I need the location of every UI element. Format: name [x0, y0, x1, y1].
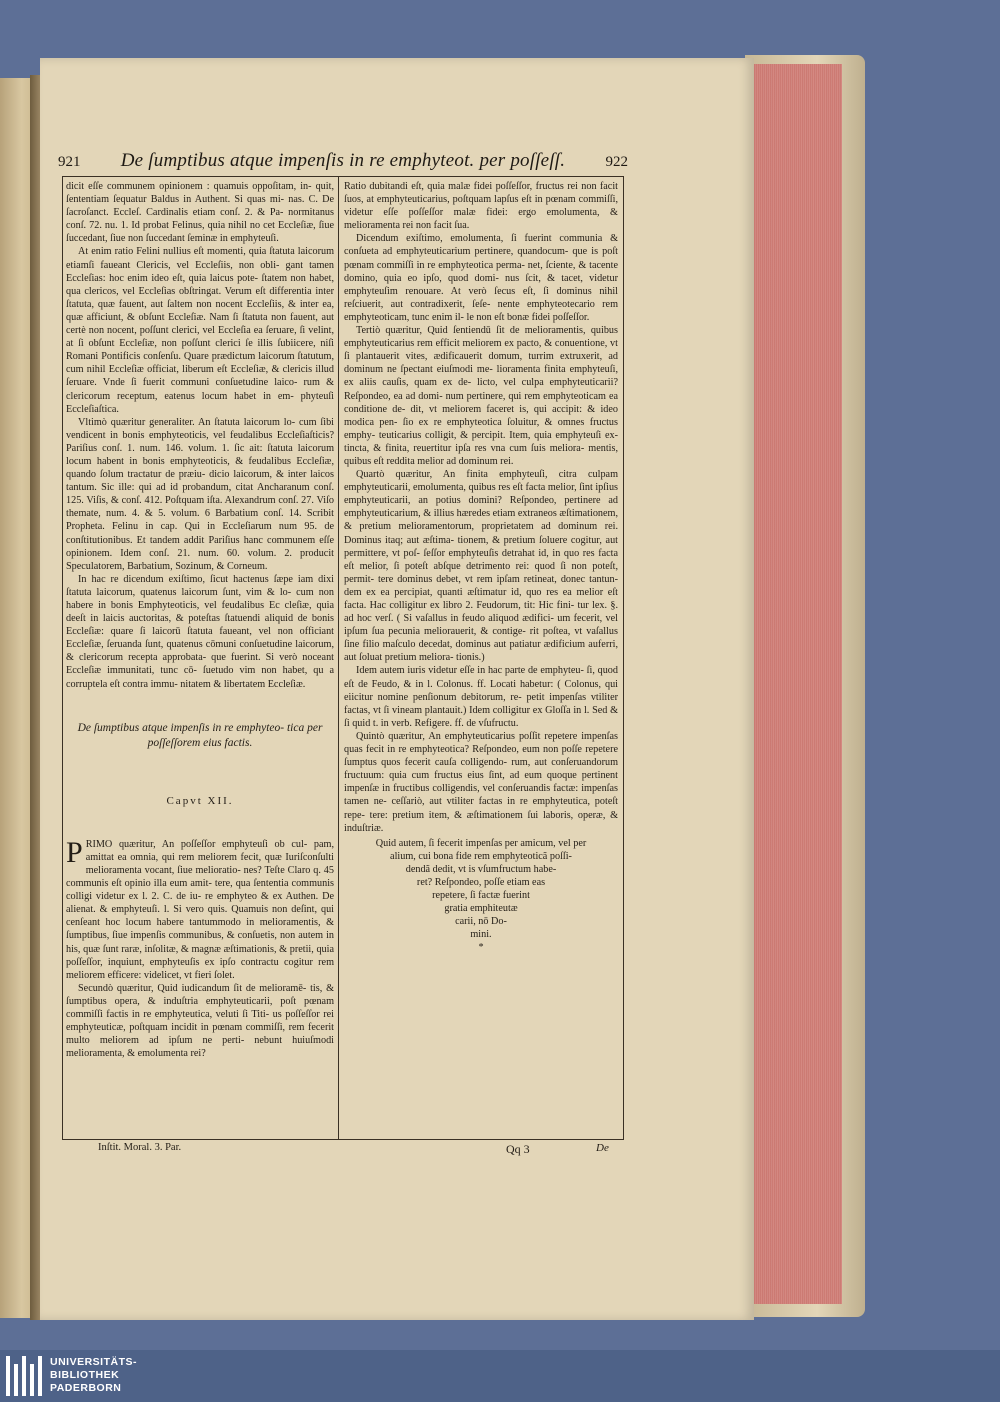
left-column: [66, 180, 334, 1136]
taper-line: repetere, ſi factæ fuerint: [432, 890, 530, 902]
paragraph-text: RIMO quæritur, An poſſeſſor emphyteuſi ob cul- pam, amittat ea omnia, qui rem meliorem fecit, quæ Iuriſconſulti melioramenta vocant, ſiue melioratio- nes? Teſte Claro q. 45 communis eſt opinio illa eum amit- tere, qua ſententia communis colligi videtur ex l. 2. C. de iu- re emphyteo & ex Authen. De alienat. & emphyteuſi. l. Si vero quis. Quamuis non deſint, qui cenſeant hoc locum habere tantummodo in melioramentis, & ſumptibus, ſiue impenſis communibus, & conſuetis, non autem in his, quæ ſunt raræ, inſolitæ, & magnæ æſtimationis, & pretii, quia poſſeſſor, inquiunt, emphyteuſis ex ipſo contractu cogitur rem meliorem efficere: videlicet, vt fieri ſolet.: [66, 838, 334, 981]
paragraph: dicit eſſe communem opinionem : quamuis oppoſitam, in- quit, ſententiam ſequatur Baldus in Authent. Si quas mi- nas. C. De ſacroſanct. Eccleſ. Cardinalis etiam conſ. 2. & Pa- normitanus conſ. 72. nu. 1. Id probat Felinus, quia nihil no cet Eccleſiæ, ſiue ſuccedant, ſiue non ſuccedant ſeminæ in emphyteuſi.: [66, 181, 334, 245]
paragraph: In hac re dicendum exiſtimo, ſicut hactenus ſæpe iam dixi ſtatuta laicorum, quatenus laicorum ſunt, vim & lo- cum non habere in bonis Emphyteoticis, vel feudalibus Ec cleſiæ, quia deeſt in laicis auctoritas, & poteſtas ſtatuendi aliquid de bonis Eccleſiæ: quare ſi laicorū ſtatuta faueant, vel non officiant Eccleſiæ, ſeruanda ſunt, quatenus cōmuni conſuetudine laicorum, & clericorum recepta approbata- que fuerint. Si verò noceant Eccleſiæ immunitati, tunc cō- ſuetudo vim non habet, qu a corruptela eſt contra immu- nitatem & libertatem Eccleſiæ.: [66, 573, 334, 690]
taper-line: ret? Reſpondeo, poſſe etiam eas: [416, 876, 546, 888]
paragraph: Ratio dubitandi eſt, quia malæ fidei poſſeſſor, fructus rei non facit ſuos, at emphyteuticarius, poſtquam lapſus eſt in pœnam commiſſi, videtur eſſe poſſeſſor malæ fidei: ergo emolumenta, & melioramenta rei non facit ſua.: [344, 181, 618, 232]
taper-line: dendã dedit, vt is vſumfructum habe-: [405, 863, 557, 875]
page-title: De ſumptibus atque impenſis in re emphyteot. per poſſeſſ.: [120, 150, 566, 171]
paragraph: Tertiò quæritur, Quid ſentiendū ſit de melioramentis, quibus emphyteuticarius rem efficit meliorem ex pacto, & conuentione, vt ſi plantauerit vites, ædificauerit domum, turrim extruxerit, ad dominum ne ſpectant eiuſmodi me- lioramenta finita emphyteuſi, ex aliis cauſis, quam ex de- licto, vel culpa emphyteuticarii? Reſpondeo, ea ad domi- num pertinere, qui rem emphyteoticam ea conditione de- dit, vt meliorem faceret is, qui accipit: & ideo modica pen- ſio ex re emphyteotica ſoluitur, & omnes fructus emphy- teuticarius colligit, & percipit. Item, quia emphyteuſi ex- tincta, & finita, reuertitur ipſa res vna cum ſuis meliora- mentis, quibus eſt reddita melior ad dominum rei.: [344, 325, 618, 467]
chapter-number: Capvt XII.: [166, 794, 234, 807]
right-column: [344, 180, 618, 1136]
paragraph: Idem autem iuris videtur eſſe in hac parte de emphyteu- ſi, quod eſt de Feudo, & in l. Colonus. ff. Locati habetur: ( Colonus, qui eiicitur nomine penſionum debitorum, re- petit impenſas vtiliter factas, vt ſi vineam plantauit.) Idem colligitur ex Gloſſa in l. Sed & ſi quid t. in verb. Refigere. ff. de vſufructu.: [344, 665, 618, 729]
paragraph: Quartò quæritur, An finita emphyteuſi, citra culpam emphyteuticarii, emolumenta, quibus res eſt facta melior, ſint ipſius emphyteuticarii, an potius domini? Reſpondeo, pertinere ad emphyteuticarium, & illius hæredes etiam extraneos æſtimationem, & pretium melioramentorum, proprietatem ad dominum rei. Dominus itaq; aut æſtima- tionem, & pretium ſoluere cogitur, aut permittere, vt poſ- ſeſſor emphyteuſis detrahat id, in quo res facta eſt melior, ſi poteſt abſque detrimento rei: quod ſi non poteſt, permit- tere dominus debet, vt rem ipſam retineat, donec tantun- dem ex ea percipiat, quanti æſtimatur id, quo res ea melior eſt facta. Hac colligitur ex libro 2. Feudorum, tit: Hic fini- tur lex. §. ad hoc verſ. ( Si vaſallus in feudo aliquod ædifici- um fecerit, vel ipſum ſua pecunia meliorauerit, & contige- rit poſtea, vt vaſallus ſine filio maſculo decedat, dominus aut patiatur ædificium auferri, aut ſoluat pretium meliora- tionis.): [344, 469, 618, 664]
taper-line: alium, cui bona fide rem emphyteoticã poſſi-: [390, 850, 572, 862]
folio-left: 921: [58, 154, 81, 170]
taper-line: Quid autem, ſi fecerit impenſas per amicum, vel per: [375, 837, 587, 849]
running-head: [58, 152, 628, 176]
paragraph-first: [66, 835, 334, 982]
column-divider: [338, 176, 339, 1140]
drop-capital: P: [66, 835, 83, 869]
paragraph: Vltimò quæritur generaliter. An ſtatuta laicorum lo- cum ſibi vendicent in bonis emphyteoticis, vel feudalibus Eccleſiaſticis? Pariſius conſ. 1. num. 146. volum. 1. ſic ait: ſtatuta laicorum locum habent in bonis emphyteoticis, & feudalibus Eccleſiæ, quando ſolum tractatur de præiu- dicio laicorum, & inter laicos tantum. Sic ille: qui ad id probandum, citat Ancharanum conſ. 125. Viſis, & conſ. 412. Poſtquam iſta. Alexandrum conſ. 27. Viſo themate, num. 4. & 5. volum. 6 Barbatium conſ. 14. Scribit Propheta. Felinu in cap. Qui in Eccleſiarum num 95. de conſtitutionibus. Et tandem addit Pariſius hanc communem eſſe opinionem. Idem conſ. 21. num. 60. volum. 2. producit Speculatorem, Barbatium, Sozinum, & Corneum.: [66, 416, 334, 572]
taper-line: gratia emphiteutæ: [444, 903, 518, 915]
footer-work-title: Inſtit. Moral. 3. Par.: [98, 1142, 182, 1153]
catchword: De: [596, 1142, 609, 1154]
paragraph: Dicendum exiſtimo, emolumenta, ſi fuerint communia & conſueta ad emphyteuticarium pertinere, quandocum- que is poſt pœnam commiſſi in re emphyteotica perma- net, ſciente, & tacente domino, quia eo ipſo, quod domi- nus ſcit, & tacet, videtur emphyteuſim renouare. At verò ſecus eſt, ſi dominus nihil reſciuerit, aut contradixerit, ſeſe- nente emphyteotecario rem emphyteoticam, tunc enim il- le non eſt bonæ fidei poſſeſſor.: [344, 233, 618, 323]
taper-line: carii, nō Do-: [455, 916, 507, 928]
library-name: UNIVERSITÄTS- BIBLIOTHEK PADERBORN: [50, 1356, 138, 1394]
signature-mark: Qq 3: [506, 1142, 530, 1156]
paragraph: At enim ratio Felini nullius eſt momenti, quia ſtatuta laicorum etiamſi faueant Clericis, vel Eccleſiis, non obli- gant tamen Eccleſias: hoc enim ideo eſt, quia laicus pote- ſtatem non habet, qua clericos, vel Eccleſias obſtringat. Verum eſt differentia inter ſtatuta, quæ fauent, aut ſaltem non nocent Eccleſiis, & inter ea, quæ afficiunt, & obſunt Eccleſiæ. Nam ſi ſtatuta non fauent, aut certè non nocent, poſſunt clerici, vel Eccleſia ea ſeruare, ſi velint, at ſi obſunt Eccleſiæ, non poſſunt clerici ſe illis ſubiicere, niſi Romani Pontificis conſenſu. Quare prædictum laicorum ſtatutum, cum nihil Eccleſiæ officiat, liberum eſt Eccleſiæ, & clericis illud ſeruare. Vnde ſi fuerit communi conſuetudine laico- rum & clericorum receptum, eatenus locum habet in em- phyteuſi Eccleſiaſtica.: [66, 246, 334, 415]
ornament-star: *: [478, 942, 484, 954]
library-logo-icon: [6, 1356, 42, 1396]
chapter-title: De ſumptibus atque impenſis in re emphyteo- tica per poſſeſſorem eius factis.: [77, 721, 323, 749]
red-page-edges: [752, 64, 842, 1304]
folio-right: 922: [605, 154, 628, 170]
paragraph: Secundò quæritur, Quid iudicandum ſit de melioramē- tis, & ſumptibus opera, & induſtria emphyteuticarii, poſt pœnam commiſſi factis in re emphyteutica, veluti ſi Titi- us poſſeſſor rei emphyteuticæ, poſtquam incidit in pœnam commiſſi, rem fecerit multo meliorem ad ipſum ne perti- nebunt huiuſmodi melioramenta, & emolumenta rei?: [66, 982, 334, 1060]
tapered-ending: [344, 837, 618, 955]
library-banner: [0, 1350, 1000, 1402]
paragraph: Quintò quæritur, An emphyteuticarius poſſit repetere impenſas quas fecit in re emphyteotica? Reſpondeo, eum non poſſe repetere ſumptus quos fecerit cauſa colligendo- rum, aut conſeruandorum fructuum: quia cum fructus eius ſint, ad eum quoque pertinent impenſæ in fructibus colligendis, vel conſeruandis factæ: impenſas tamen ne- ceſſariò, aut vtiliter factas in re emphyteutica, poteſt repe- tere: pretium item, & æſtimationem ſui laboris, operæ, & induſtriæ.: [344, 730, 618, 834]
taper-line: mini.: [470, 929, 492, 941]
